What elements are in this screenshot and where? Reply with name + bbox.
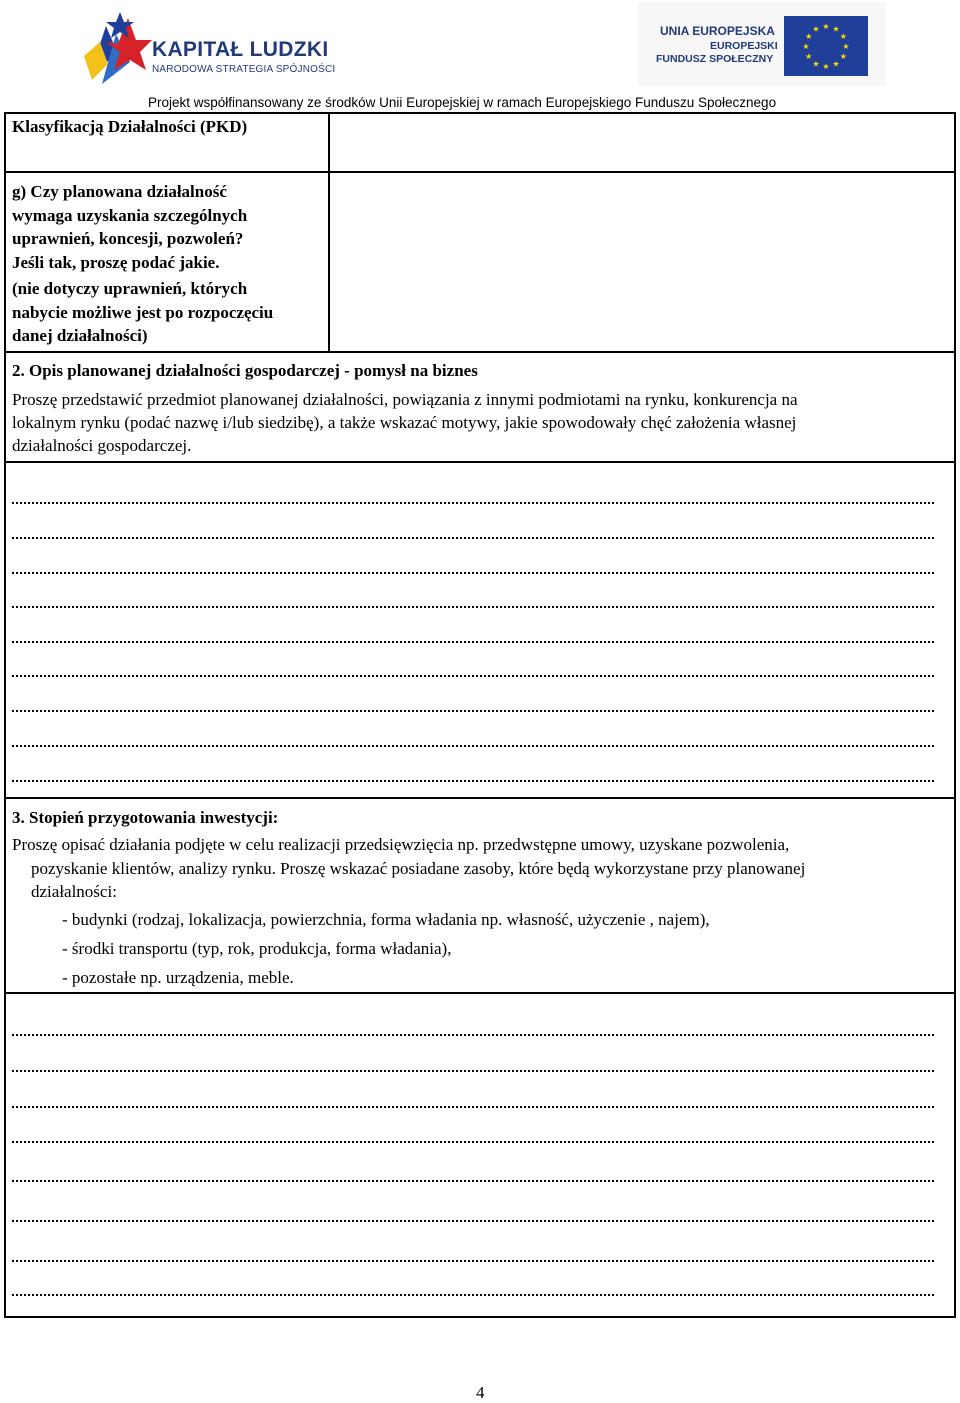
svg-text:★: ★ — [812, 24, 820, 34]
dotted-answer-line[interactable] — [12, 1292, 934, 1296]
row-divider — [4, 797, 956, 799]
eu-logo-line3: FUNDUSZ SPOŁECZNY — [656, 53, 774, 65]
svg-text:★: ★ — [802, 42, 810, 51]
svg-text:★: ★ — [832, 59, 840, 69]
row-divider — [4, 351, 956, 353]
svg-text:★: ★ — [822, 22, 830, 31]
svg-text:★: ★ — [832, 24, 840, 34]
kapital-ludzki-logo — [78, 4, 358, 94]
logo-subtitle: NARODOWA STRATEGIA SPÓJNOŚCI — [152, 64, 336, 75]
page-header — [0, 0, 960, 112]
section2-instruction-line: lokalnym rynku (podać nazwę i/lub siedzibę), a także wskazać motywy, jakie spowodowały chęć założenia własnej — [12, 413, 797, 432]
svg-text:★: ★ — [839, 32, 847, 41]
dotted-answer-line[interactable] — [12, 1068, 934, 1072]
section3-bullet: - budynki (rodzaj, lokalizacja, powierzchnia, forma władania np. własność, użyczenie , najem), — [62, 910, 710, 929]
section3-instruction-line: działalności: — [31, 882, 117, 901]
svg-text:★: ★ — [839, 52, 847, 61]
section3-bullet: - środki transportu (typ, rok, produkcja, forma władania), — [62, 939, 452, 958]
dotted-answer-line[interactable] — [12, 1258, 934, 1262]
eu-logo-line1: UNIA EUROPEJSKA — [660, 24, 775, 38]
section3-instruction-line: Proszę opisać działania podjęte w celu realizacji przedsięwzięcia np. przedwstępne umowy, uzyskane pozwolenia, — [12, 835, 790, 854]
dotted-answer-line[interactable] — [12, 1032, 934, 1036]
dotted-answer-line[interactable] — [12, 500, 934, 504]
logo-title: KAPITAŁ LUDZKI — [152, 38, 329, 61]
dotted-answer-line[interactable] — [12, 673, 934, 677]
section2-instruction-line: Proszę przedstawić przedmiot planowanej działalności, powiązania z innymi podmiotami na rynku, konkurencja na — [12, 390, 798, 409]
cofinancing-note: Projekt współfinansowany ze środków Unii Europejskiej w ramach Europejskiego Funduszu Społecznego — [148, 95, 777, 110]
row-divider — [4, 171, 956, 173]
dotted-answer-line[interactable] — [12, 1139, 934, 1143]
question-g-line: Jeśli tak, proszę podać jakie. — [12, 252, 220, 272]
question-g-note: (nie dotyczy uprawnień, których — [12, 279, 248, 298]
page-number: 4 — [476, 1383, 485, 1402]
dotted-answer-line[interactable] — [12, 1104, 934, 1108]
dotted-answer-line[interactable] — [12, 708, 934, 712]
section3-heading: 3. Stopień przygotowania inwestycji: — [12, 808, 279, 827]
section3-instruction-line: pozyskanie klientów, analizy rynku. Proszę wskazać posiadane zasoby, które będą wykorzystane przy planowanej — [31, 859, 806, 878]
svg-text:★: ★ — [805, 32, 813, 41]
question-g-note: danej działalności) — [12, 326, 148, 345]
dotted-answer-line[interactable] — [12, 570, 934, 574]
pkd-answer-field[interactable] — [332, 114, 952, 170]
dotted-answer-line[interactable] — [12, 1178, 934, 1182]
dotted-answer-line[interactable] — [12, 743, 934, 747]
eu-logo — [638, 2, 886, 86]
eu-logo-line2: EUROPEJSKI — [710, 40, 778, 52]
pkd-label: Klasyfikacją Działalności (PKD) — [12, 117, 248, 136]
question-g-line: uprawnień, koncesji, pozwoleń? — [12, 229, 244, 248]
row-divider — [4, 992, 956, 994]
dotted-answer-line[interactable] — [12, 535, 934, 539]
question-g-line: wymaga uzyskania szczególnych — [12, 205, 248, 225]
svg-text:★: ★ — [812, 59, 820, 69]
section3-bullet: - pozostałe np. urządzenia, meble. — [62, 968, 294, 987]
dotted-answer-line[interactable] — [12, 604, 934, 608]
row-divider — [4, 461, 956, 463]
question-g-answer-field[interactable] — [332, 174, 952, 350]
dotted-answer-line[interactable] — [12, 639, 934, 643]
column-divider — [328, 112, 330, 352]
kapital-ludzki-emblem-icon — [78, 4, 158, 94]
svg-text:★: ★ — [842, 42, 850, 51]
section2-instruction-line: działalności gospodarczej. — [12, 436, 192, 455]
question-g-line: g) Czy planowana działalność — [12, 182, 227, 201]
question-g-note: nabycie możliwe jest po rozpoczęciu — [12, 302, 274, 322]
dotted-answer-line[interactable] — [12, 778, 934, 782]
dotted-answer-line[interactable] — [12, 1218, 934, 1222]
eu-flag-icon — [784, 16, 868, 76]
section2-heading: 2. Opis planowanej działalności gospodarczej - pomysł na biznes — [12, 361, 478, 380]
svg-text:★: ★ — [805, 52, 813, 61]
svg-text:★: ★ — [822, 62, 830, 71]
